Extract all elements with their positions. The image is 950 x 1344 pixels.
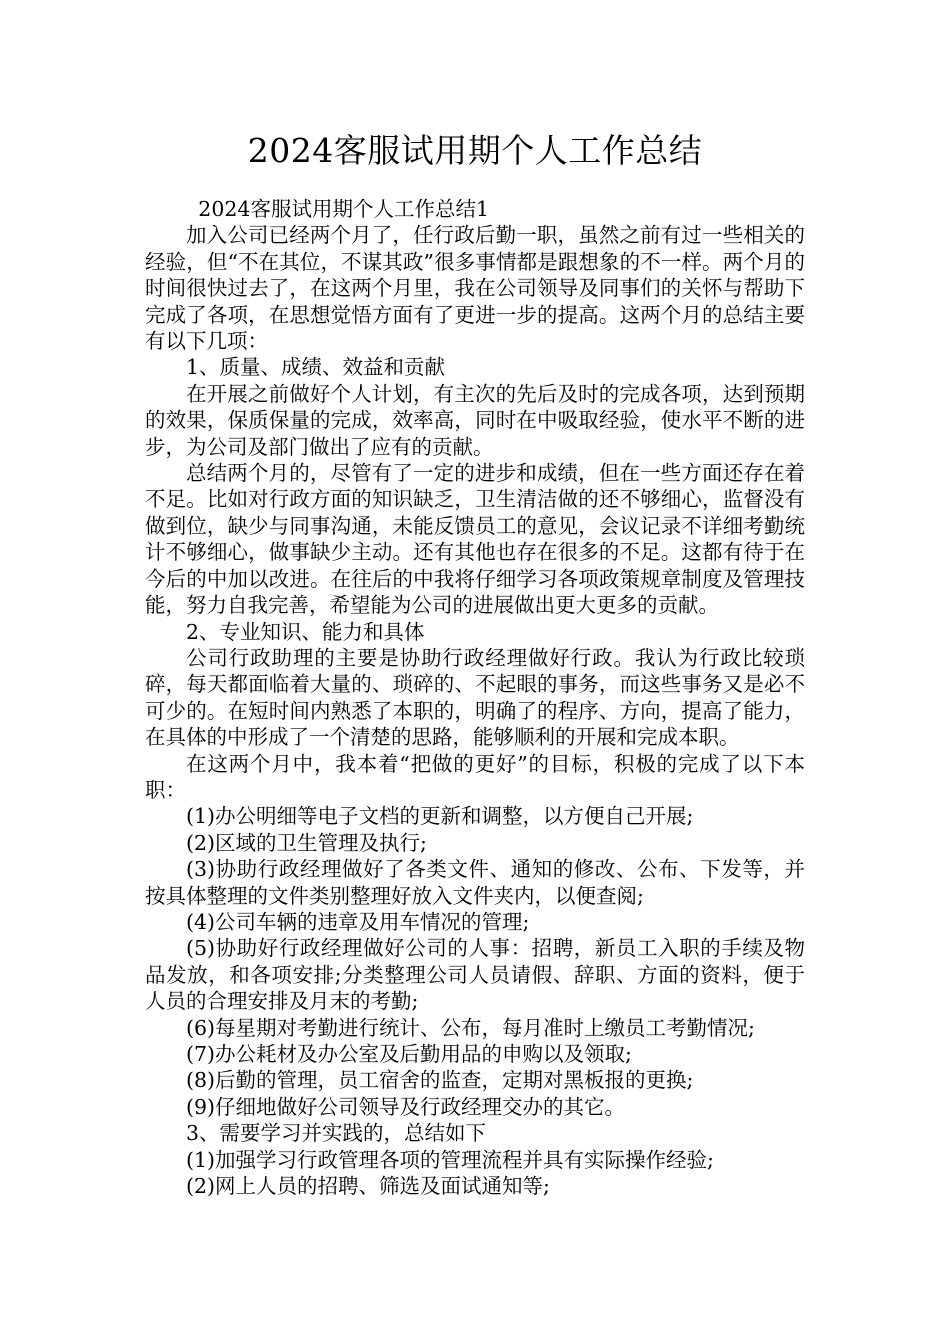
list-item: (3)协助行政经理做好了各类文件、通知的修改、公布、下发等，并按具体整理的文件类别整理好放入文件夹内，以便查阅; — [145, 857, 805, 908]
paragraph: 总结两个月的，尽管有了一定的进步和成绩，但在一些方面还存在着不足。比如对行政方面的知识缺乏，卫生清洁做的还不够细心，监督没有做到位，缺少与同事沟通，未能反馈员工的意见，会议记录不详细考勤统计不够细心，做事缺少主动。还有其他也存在很多的不足。这都有待于在今后的中加以改进。在往后的中我将仔细学习各项政策规章制度及管理技能，努力自我完善，希望能为公司的进展做出更大更多的贡献。 — [145, 461, 805, 618]
list-item: (9)仔细地做好公司领导及行政经理交办的其它。 — [186, 1094, 626, 1119]
document-title: 2024客服试用期个人工作总结 — [247, 131, 703, 170]
document-page — [145, 128, 805, 1199]
list-item: (1)加强学习行政管理各项的管理流程并具有实际操作经验; — [186, 1147, 714, 1172]
list-item: (2)网上人员的招聘、筛选及面试通知等; — [186, 1174, 550, 1199]
paragraph: 在这两个月中，我本着“把做的更好”的目标，积极的完成了以下本职： — [145, 751, 805, 802]
list-item: (1)办公明细等电子文档的更新和调整，以方便自己开展; — [186, 804, 694, 829]
section-heading-3: 3、需要学习并实践的，总结如下 — [186, 1121, 487, 1146]
paragraph-intro: 加入公司已经两个月了，任行政后勤一职，虽然之前有过一些相关的经验，但“不在其位，不谋其政”很多事情都是跟想象的不一样。两个月的时间很快过去了，在这两个月里，我在公司领导及同事们的关怀与帮助下完成了各项，在思想觉悟方面有了更进一步的提高。这两个月的总结主要有以下几项： — [145, 223, 805, 354]
list-item: (4)公司车辆的违章及用车情况的管理; — [186, 909, 530, 934]
section-heading-2: 2、专业知识、能力和具体 — [186, 619, 425, 644]
paragraph: 公司行政助理的主要是协助行政经理做好行政。我认为行政比较琐碎，每天都面临着大量的、琐碎的、不起眼的事务，而这些事务又是必不可少的。在短时间内熟悉了本职的，明确了的程序、方向，提高了能力，在具体的中形成了一个清楚的思路，能够顺利的开展和完成本职。 — [145, 645, 805, 750]
list-item: (6)每星期对考勤进行统计、公布，每月准时上缴员工考勤情况; — [186, 1015, 755, 1040]
section-heading-1: 1、质量、成绩、效益和贡献 — [186, 355, 446, 380]
paragraph: 在开展之前做好个人计划，有主次的先后及时的完成各项，达到预期的效果，保质保量的完成，效率高，同时在中吸取经验，使水平不断的进步，为公司及部门做出了应有的贡献。 — [145, 381, 805, 459]
list-item: (5)协助好行政经理做好公司的人事：招聘，新员工入职的手续及物品发放，和各项安排;分类整理公司人员请假、辞职、方面的资料，便于人员的合理安排及月末的考勤; — [145, 936, 805, 1014]
document-subtitle: 2024客服试用期个人工作总结1 — [198, 197, 490, 221]
list-item: (8)后勤的管理，员工宿舍的监查，定期对黑板报的更换; — [186, 1068, 694, 1093]
list-item: (2)区域的卫生管理及执行; — [186, 830, 427, 855]
list-item: (7)办公耗材及办公室及后勤用品的申购以及领取; — [186, 1042, 632, 1066]
